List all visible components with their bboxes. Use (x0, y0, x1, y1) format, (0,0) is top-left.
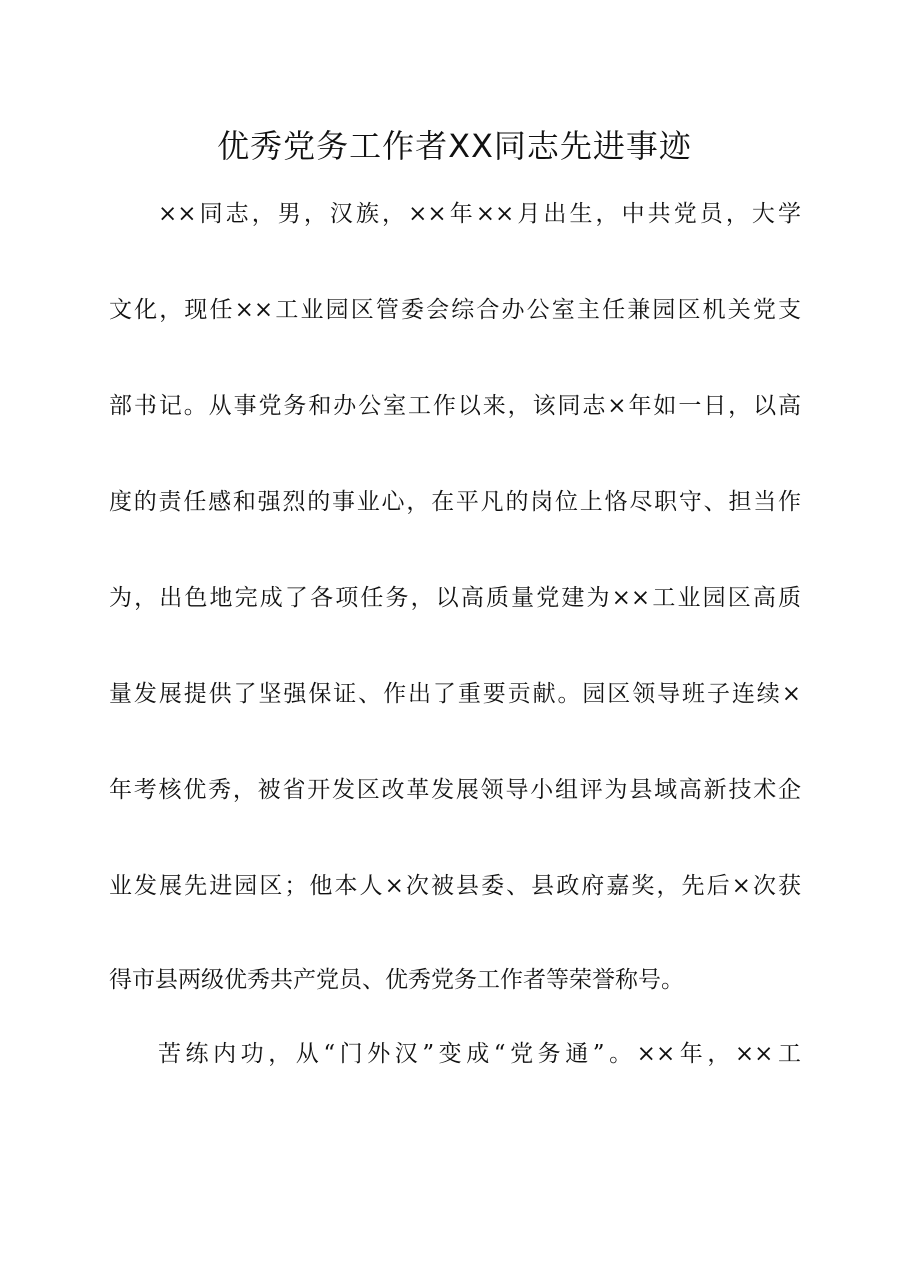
paragraph-1-line-5: 为，出色地完成了各项任务，以高质量党建为××工业园区高质 (109, 585, 801, 611)
paragraph-1-line-1: ××同志，男，汉族，××年××月出生，中共党员，大学 (158, 201, 801, 227)
paragraph-2-line-1: 苦练内功，从“门外汉”变成“党务通”。××年，××工 (158, 1041, 801, 1067)
paragraph-1-line-8: 业发展先进园区；他本人×次被县委、县政府嘉奖，先后×次获 (109, 873, 801, 899)
paragraph-1-line-7: 年考核优秀，被省开发区改革发展领导小组评为县域高新技术企 (109, 777, 801, 803)
paragraph-1-line-6: 量发展提供了坚强保证、作出了重要贡献。园区领导班子连续× (109, 681, 801, 707)
paragraph-1-line-4: 度的责任感和强烈的事业心，在平凡的岗位上恪尽职守、担当作 (109, 489, 801, 515)
document-title: 优秀党务工作者XX同志先进事迹 (217, 127, 692, 165)
paragraph-1-line-3: 部书记。从事党务和办公室工作以来，该同志×年如一日，以高 (109, 393, 801, 419)
paragraph-1-line-9: 得市县两级优秀共产党员、优秀党务工作者等荣誉称号。 (109, 967, 684, 993)
paragraph-1-line-2: 文化，现任××工业园区管委会综合办公室主任兼园区机关党支 (109, 297, 801, 323)
